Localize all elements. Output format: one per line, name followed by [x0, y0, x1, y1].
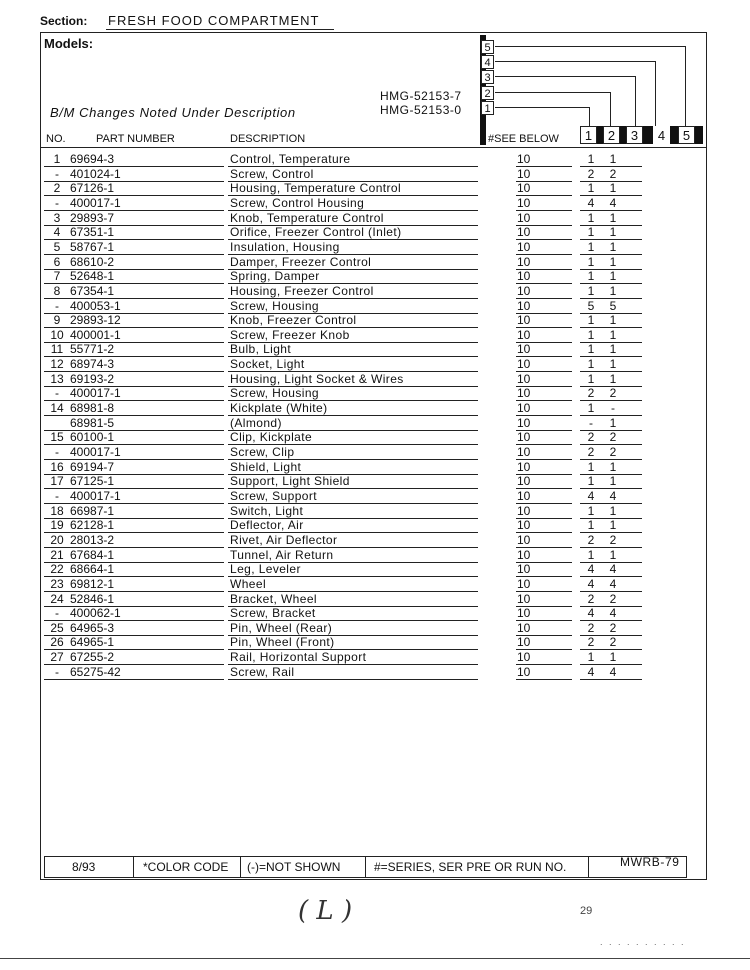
row-underline — [228, 679, 478, 680]
series-number: 10 — [517, 152, 531, 166]
table-row — [0, 474, 750, 489]
section-underline — [106, 29, 334, 30]
qty-col-1-value: 1 — [587, 357, 595, 372]
model-1: HMG-52153-7 — [380, 89, 462, 103]
series-number: 10 — [517, 591, 531, 606]
part-number: 67351-1 — [70, 225, 115, 240]
qty-col-1-value: 2 — [587, 620, 595, 635]
qty-col-2-value: 1 — [609, 327, 617, 342]
table-row — [0, 665, 750, 680]
qty-col-5: 5 — [678, 126, 695, 144]
part-number: 68981-8 — [70, 401, 115, 416]
bottom-rule — [0, 958, 750, 959]
qty-col-2-value: 1 — [609, 474, 617, 489]
series-number: 10 — [517, 635, 531, 650]
col-header-no: NO. — [46, 133, 66, 145]
table-row — [0, 504, 750, 519]
row-number: 4 — [53, 225, 61, 240]
part-description: Housing, Light Socket & Wires — [230, 371, 404, 386]
row-number: 7 — [53, 269, 61, 284]
row-number: 9 — [53, 313, 61, 328]
qty-col-2-value: 1 — [609, 152, 617, 166]
series-number: 10 — [517, 576, 531, 591]
part-description: Leg, Leveler — [230, 562, 301, 577]
table-row — [0, 621, 750, 636]
part-number: 29893-7 — [70, 210, 115, 225]
model-number-box: 4 — [481, 55, 494, 69]
table-row — [0, 372, 750, 387]
handwritten-note: 29 — [580, 905, 593, 917]
series-number: 10 — [517, 298, 531, 313]
part-description: Rail, Horizontal Support — [230, 650, 367, 665]
qty-col-1-value: 1 — [587, 518, 595, 533]
series-number: 10 — [517, 488, 531, 503]
part-number: 65275-42 — [70, 664, 121, 679]
qty-col-1-value: 2 — [587, 445, 595, 459]
qty-col-1-value: 4 — [587, 488, 595, 503]
qty-col-2-value: 1 — [609, 342, 617, 357]
qty-col-2-value: 4 — [609, 195, 617, 210]
part-number: 67126-1 — [70, 181, 115, 196]
qty-col-1-value: 4 — [587, 195, 595, 210]
part-description: Kickplate (White) — [230, 401, 328, 416]
part-number: 69812-1 — [70, 576, 115, 591]
model-number-box: 5 — [481, 40, 494, 54]
part-number: 400001-1 — [70, 327, 121, 342]
qty-col-1-value: 1 — [587, 474, 595, 489]
col-header-see-below: #SEE BELOW — [488, 133, 559, 145]
row-number: 21 — [50, 547, 64, 562]
part-description: Bulb, Light — [230, 342, 292, 357]
qty-col-2-value: 5 — [609, 298, 617, 313]
table-row — [0, 489, 750, 504]
row-number: 5 — [53, 239, 61, 254]
part-description: Deflector, Air — [230, 518, 304, 533]
bracket-line — [495, 107, 590, 126]
part-description: Knob, Temperature Control — [230, 210, 384, 225]
qty-col-2-value: 1 — [609, 459, 617, 474]
qty-col-2-value: 1 — [609, 269, 617, 284]
qty-col-2-value: 1 — [609, 210, 617, 225]
part-number: 67125-1 — [70, 474, 115, 489]
table-row — [0, 284, 750, 299]
qty-col-2-value: 1 — [609, 650, 617, 665]
row-underline — [44, 679, 224, 680]
part-description: Bracket, Wheel — [230, 591, 317, 606]
qty-col-1: 1 — [580, 126, 597, 144]
part-number: 64965-3 — [70, 620, 115, 635]
part-description: Clip, Kickplate — [230, 430, 313, 445]
qty-col-1-value: 4 — [587, 562, 595, 577]
series-number: 10 — [517, 254, 531, 269]
part-number: 69193-2 — [70, 371, 115, 386]
table-row — [0, 299, 750, 314]
section-title: FRESH FOOD COMPARTMENT — [108, 13, 320, 28]
row-number: 3 — [53, 210, 61, 225]
series-number: 10 — [517, 650, 531, 665]
qty-col-1-value: 1 — [587, 225, 595, 240]
qty-col-1-value: 1 — [587, 650, 595, 665]
part-description: Screw, Housing — [230, 298, 319, 313]
qty-col-1-value: 1 — [587, 371, 595, 386]
part-description: (Almond) — [230, 415, 282, 430]
qty-col-1-value: - — [589, 415, 593, 430]
section-label: Section: — [40, 14, 88, 28]
table-row — [0, 548, 750, 563]
model-number-box: 3 — [481, 70, 494, 84]
table-row — [0, 606, 750, 621]
table-row — [0, 533, 750, 548]
table-row — [0, 650, 750, 665]
row-number: 25 — [50, 620, 64, 635]
part-number: 401024-1 — [70, 166, 121, 181]
part-description: Insulation, Housing — [230, 239, 340, 254]
row-number: 10 — [50, 327, 64, 342]
part-number: 68981-5 — [70, 415, 115, 430]
series-number: 10 — [517, 518, 531, 533]
table-row — [0, 269, 750, 284]
series-number: 10 — [517, 415, 531, 430]
qty-col-1-value: 4 — [587, 664, 595, 679]
qty-col-1-value: 2 — [587, 635, 595, 650]
part-number: 58767-1 — [70, 239, 115, 254]
series-number: 10 — [517, 327, 531, 342]
bm-changes-note: B/M Changes Noted Under Description — [50, 105, 296, 120]
footer-series-note: #=SERIES, SER PRE OR RUN NO. — [374, 860, 567, 874]
series-number: 10 — [517, 474, 531, 489]
qty-col-1-value: 2 — [587, 166, 595, 181]
table-row — [0, 240, 750, 255]
table-row — [0, 357, 750, 372]
row-number: 23 — [50, 576, 64, 591]
part-number: 66987-1 — [70, 503, 115, 518]
qty-col-2-value: 4 — [609, 606, 617, 621]
part-description: Tunnel, Air Return — [230, 547, 334, 562]
qty-col-1-value: 4 — [587, 606, 595, 621]
table-row — [0, 460, 750, 475]
part-description: Housing, Temperature Control — [230, 181, 402, 196]
table-row — [0, 445, 750, 460]
part-description: Shield, Light — [230, 459, 302, 474]
row-number: 8 — [53, 283, 61, 298]
col-header-part-number: PART NUMBER — [96, 133, 175, 145]
table-row — [0, 430, 750, 445]
qty-col-2-value: 2 — [609, 620, 617, 635]
series-number: 10 — [517, 210, 531, 225]
qty-col-1-value: 1 — [587, 327, 595, 342]
part-description: Socket, Light — [230, 357, 305, 372]
series-number: 10 — [517, 459, 531, 474]
col-header-description: DESCRIPTION — [230, 133, 306, 145]
qty-col-2: 2 — [603, 126, 620, 144]
part-number: 52846-1 — [70, 591, 115, 606]
footer-doc-code: MWRB-79 — [620, 855, 680, 869]
part-number: 69194-7 — [70, 459, 115, 474]
qty-col-2-value: 1 — [609, 357, 617, 372]
qty-col-2-value: 2 — [609, 430, 617, 445]
row-number: - — [55, 195, 59, 210]
qty-col-divider — [670, 126, 678, 144]
series-number: 10 — [517, 503, 531, 518]
row-number: 2 — [53, 181, 61, 196]
part-description: Screw, Control — [230, 166, 314, 181]
part-description: Pin, Wheel (Rear) — [230, 620, 333, 635]
series-number: 10 — [517, 225, 531, 240]
table-row — [0, 416, 750, 431]
series-number: 10 — [517, 342, 531, 357]
qty-col-1-value: 1 — [587, 239, 595, 254]
row-underline — [580, 679, 642, 680]
qty-col-4: 4 — [653, 126, 670, 144]
series-number: 10 — [517, 283, 531, 298]
series-number: 10 — [517, 181, 531, 196]
part-number: 68974-3 — [70, 357, 115, 372]
series-number: 10 — [517, 532, 531, 547]
series-number: 10 — [517, 371, 531, 386]
table-row — [0, 211, 750, 226]
qty-col-2-value: 1 — [609, 181, 617, 196]
part-description: Knob, Freezer Control — [230, 313, 357, 328]
qty-col-1-value: 5 — [587, 298, 595, 313]
row-number: 18 — [50, 503, 64, 518]
series-number: 10 — [517, 606, 531, 621]
table-row — [0, 328, 750, 343]
row-number: 14 — [50, 401, 64, 416]
series-number: 10 — [517, 239, 531, 254]
part-number: 28013-2 — [70, 532, 115, 547]
part-number: 52648-1 — [70, 269, 115, 284]
part-number: 29893-12 — [70, 313, 121, 328]
part-description: Screw, Rail — [230, 664, 295, 679]
part-description: Housing, Freezer Control — [230, 283, 374, 298]
row-number: 17 — [50, 474, 64, 489]
qty-col-1-value: 2 — [587, 386, 595, 401]
qty-col-1-value: 4 — [587, 576, 595, 591]
qty-col-1-value: 1 — [587, 342, 595, 357]
qty-col-1-value: 1 — [587, 313, 595, 328]
part-description: Screw, Control Housing — [230, 195, 365, 210]
part-description: Orifice, Freezer Control (Inlet) — [230, 225, 402, 240]
qty-col-1-value: 1 — [587, 181, 595, 196]
part-number: 67354-1 — [70, 283, 115, 298]
model-number-box: 2 — [481, 86, 494, 100]
row-number: 22 — [50, 562, 64, 577]
part-description: Control, Temperature — [230, 152, 351, 166]
series-number: 10 — [517, 357, 531, 372]
qty-col-2-value: - — [611, 401, 615, 416]
part-number: 400017-1 — [70, 386, 121, 401]
part-description: Damper, Freezer Control — [230, 254, 372, 269]
qty-col-2-value: 1 — [609, 254, 617, 269]
footer-divider — [133, 856, 134, 878]
table-row — [0, 386, 750, 401]
scan-speckle: . . . . . . . . . . — [600, 937, 686, 947]
part-number: 64965-1 — [70, 635, 115, 650]
row-number: - — [55, 488, 59, 503]
series-number: 10 — [517, 401, 531, 416]
qty-col-2-value: 2 — [609, 445, 617, 459]
part-number: 67255-2 — [70, 650, 115, 665]
qty-col-1-value: 1 — [587, 254, 595, 269]
table-row — [0, 196, 750, 211]
table-row — [0, 167, 750, 182]
row-number: 12 — [50, 357, 64, 372]
footer-color-code: *COLOR CODE — [143, 860, 229, 874]
series-number: 10 — [517, 445, 531, 459]
part-number: 67684-1 — [70, 547, 115, 562]
part-number: 62128-1 — [70, 518, 115, 533]
table-row — [0, 577, 750, 592]
qty-col-2-value: 1 — [609, 283, 617, 298]
table-row — [0, 342, 750, 357]
qty-col-2-value: 1 — [609, 503, 617, 518]
qty-col-2-value: 2 — [609, 532, 617, 547]
row-number: 13 — [50, 371, 64, 386]
qty-col-2-value: 4 — [609, 488, 617, 503]
row-number: 27 — [50, 650, 64, 665]
series-number: 10 — [517, 195, 531, 210]
qty-col-2-value: 4 — [609, 664, 617, 679]
series-number: 10 — [517, 313, 531, 328]
qty-col-3: 3 — [626, 126, 643, 144]
part-description: Screw, Freezer Knob — [230, 327, 350, 342]
qty-col-2-value: 1 — [609, 547, 617, 562]
part-description: Pin, Wheel (Front) — [230, 635, 335, 650]
row-number: - — [55, 386, 59, 401]
row-number: 15 — [50, 430, 64, 445]
qty-col-1-value: 1 — [587, 283, 595, 298]
qty-col-2-value: 1 — [609, 415, 617, 430]
qty-col-1-value: 1 — [587, 547, 595, 562]
qty-col-2-value: 1 — [609, 225, 617, 240]
table-row — [0, 225, 750, 240]
qty-col-1-value: 1 — [587, 210, 595, 225]
series-number: 10 — [517, 562, 531, 577]
row-number: - — [55, 606, 59, 621]
qty-col-2-value: 1 — [609, 518, 617, 533]
part-number: 68664-1 — [70, 562, 115, 577]
series-number: 10 — [517, 166, 531, 181]
part-description: Switch, Light — [230, 503, 304, 518]
qty-col-2-value: 2 — [609, 635, 617, 650]
table-row — [0, 635, 750, 650]
part-description: Wheel — [230, 576, 267, 591]
table-row — [0, 518, 750, 533]
row-number: - — [55, 445, 59, 459]
handwritten-page-mark: ( L ) — [298, 896, 353, 926]
series-number: 10 — [517, 269, 531, 284]
qty-col-2-value: 4 — [609, 562, 617, 577]
footer-date: 8/93 — [72, 860, 96, 874]
part-number: 400062-1 — [70, 606, 121, 621]
part-number: 60100-1 — [70, 430, 115, 445]
part-description: Spring, Damper — [230, 269, 320, 284]
footer-divider — [588, 856, 589, 878]
series-number: 10 — [517, 547, 531, 562]
part-description: Support, Light Shield — [230, 474, 350, 489]
row-number: - — [55, 166, 59, 181]
part-description: Screw, Bracket — [230, 606, 316, 621]
model-number-box: 1 — [481, 101, 494, 115]
table-row — [0, 181, 750, 196]
qty-col-1-value: 2 — [587, 430, 595, 445]
qty-col-2-value: 1 — [609, 313, 617, 328]
table-row — [0, 592, 750, 607]
row-number: - — [55, 664, 59, 679]
qty-col-1-value: 1 — [587, 269, 595, 284]
part-number: 400017-1 — [70, 488, 121, 503]
table-row — [0, 255, 750, 270]
qty-col-divider — [643, 126, 653, 144]
part-description: Screw, Clip — [230, 445, 295, 459]
part-description: Screw, Housing — [230, 386, 319, 401]
part-description: Screw, Support — [230, 488, 317, 503]
part-number: 400017-1 — [70, 445, 121, 459]
footer-divider — [365, 856, 366, 878]
qty-col-2-value: 2 — [609, 591, 617, 606]
row-number: 16 — [50, 459, 64, 474]
qty-col-1-value: 1 — [587, 401, 595, 416]
row-underline — [516, 679, 572, 680]
qty-col-2-value: 1 — [609, 239, 617, 254]
row-number: 1 — [53, 152, 61, 166]
qty-col-1-value: 2 — [587, 591, 595, 606]
table-row — [0, 401, 750, 416]
header-rule — [40, 147, 707, 148]
row-number: 26 — [50, 635, 64, 650]
qty-col-divider — [695, 126, 703, 144]
table-row — [0, 313, 750, 328]
row-number: 6 — [53, 254, 61, 269]
qty-col-2-value: 2 — [609, 386, 617, 401]
qty-col-1-value: 2 — [587, 532, 595, 547]
qty-col-2-value: 1 — [609, 371, 617, 386]
row-number: - — [55, 298, 59, 313]
series-number: 10 — [517, 430, 531, 445]
footer-not-shown: (-)=NOT SHOWN — [247, 860, 341, 874]
model-2: HMG-52153-0 — [380, 103, 462, 117]
qty-col-1-value: 1 — [587, 152, 595, 166]
row-number: 20 — [50, 532, 64, 547]
footer-divider — [240, 856, 241, 878]
qty-col-2-value: 2 — [609, 166, 617, 181]
row-number: 11 — [50, 342, 64, 357]
part-number: 400017-1 — [70, 195, 121, 210]
series-number: 10 — [517, 620, 531, 635]
models-label: Models: — [44, 36, 94, 51]
table-row — [0, 152, 750, 167]
series-number: 10 — [517, 386, 531, 401]
part-description: Rivet, Air Deflector — [230, 532, 338, 547]
row-number: 24 — [50, 591, 64, 606]
qty-col-1-value: 1 — [587, 459, 595, 474]
table-row — [0, 562, 750, 577]
qty-col-1-value: 1 — [587, 503, 595, 518]
part-number: 68610-2 — [70, 254, 115, 269]
qty-col-2-value: 4 — [609, 576, 617, 591]
part-number: 55771-2 — [70, 342, 115, 357]
part-number: 69694-3 — [70, 152, 115, 166]
row-number: 19 — [50, 518, 64, 533]
part-number: 400053-1 — [70, 298, 121, 313]
series-number: 10 — [517, 664, 531, 679]
